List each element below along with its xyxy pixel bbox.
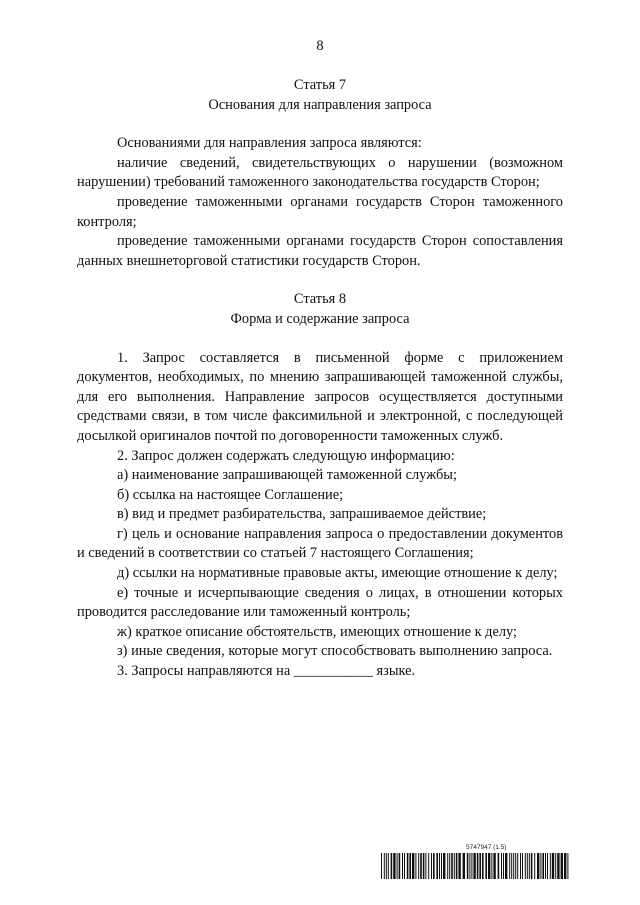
article-7-paragraph: наличие сведений, свидетельствующих о нарушении (возможном нарушении) требований таможенного законодательства государств Сторон; bbox=[77, 154, 563, 191]
document-body bbox=[77, 76, 563, 682]
article-8-subtitle: Форма и содержание запроса bbox=[230, 310, 410, 327]
article-8-list-item: д) ссылки на нормативные правовые акты, имеющие отношение к делу; bbox=[117, 565, 558, 582]
article-7-paragraph: проведение таможенными органами государств Сторон сопоставления данных внешнеторговой статистики государств Сторон. bbox=[77, 233, 563, 269]
article-8-paragraph: 2. Запрос должен содержать следующую информацию: bbox=[117, 447, 455, 464]
article-8-paragraph: 1. Запрос составляется в письменной форме с приложением документов, необходимых, по мнению запрашивающей таможенной службы, для его выполнения. Направление запросов осуществляется доступными средствами связи, в том числе факсимильной и электронной, с последующей досылкой оригиналов почтой по договоренности таможенных служб. bbox=[77, 349, 563, 444]
article-8-list-item: з) иные сведения, которые могут способствовать выполнению запроса. bbox=[117, 643, 553, 660]
article-8-list-item: в) вид и предмет разбирательства, запрашиваемое действие; bbox=[117, 506, 487, 523]
article-7-paragraph: проведение таможенными органами государств Сторон таможенного контроля; bbox=[77, 193, 563, 230]
document-code: 5747947 (1.5) bbox=[466, 844, 507, 851]
article-8-list-item: г) цель и основание направления запроса о предоставлении документов и сведений в соответствии со статьей 7 настоящего Соглашения; bbox=[77, 525, 563, 562]
article-7-title: Статья 7 bbox=[293, 77, 347, 93]
article-8-list-item: б) ссылка на настоящее Соглашение; bbox=[117, 486, 344, 503]
article-8-list-item: е) точные и исчерпывающие сведения о лицах, в отношении которых проводится расследование или таможенный контроль; bbox=[77, 584, 563, 621]
article-8-list-item: а) наименование запрашивающей таможенной службы; bbox=[117, 467, 457, 484]
article-7-subtitle: Основания для направления запроса bbox=[208, 96, 432, 113]
article-8-list-item: ж) краткое описание обстоятельств, имеющих отношение к делу; bbox=[117, 623, 518, 640]
article-7-paragraph: Основаниями для направления запроса являются: bbox=[117, 135, 422, 152]
page-number: 8 bbox=[316, 38, 324, 54]
article-8-paragraph: 3. Запросы направляются на ___________ языке. bbox=[117, 663, 416, 680]
article-8-title: Статья 8 bbox=[293, 291, 347, 308]
barcode-icon bbox=[381, 853, 571, 879]
